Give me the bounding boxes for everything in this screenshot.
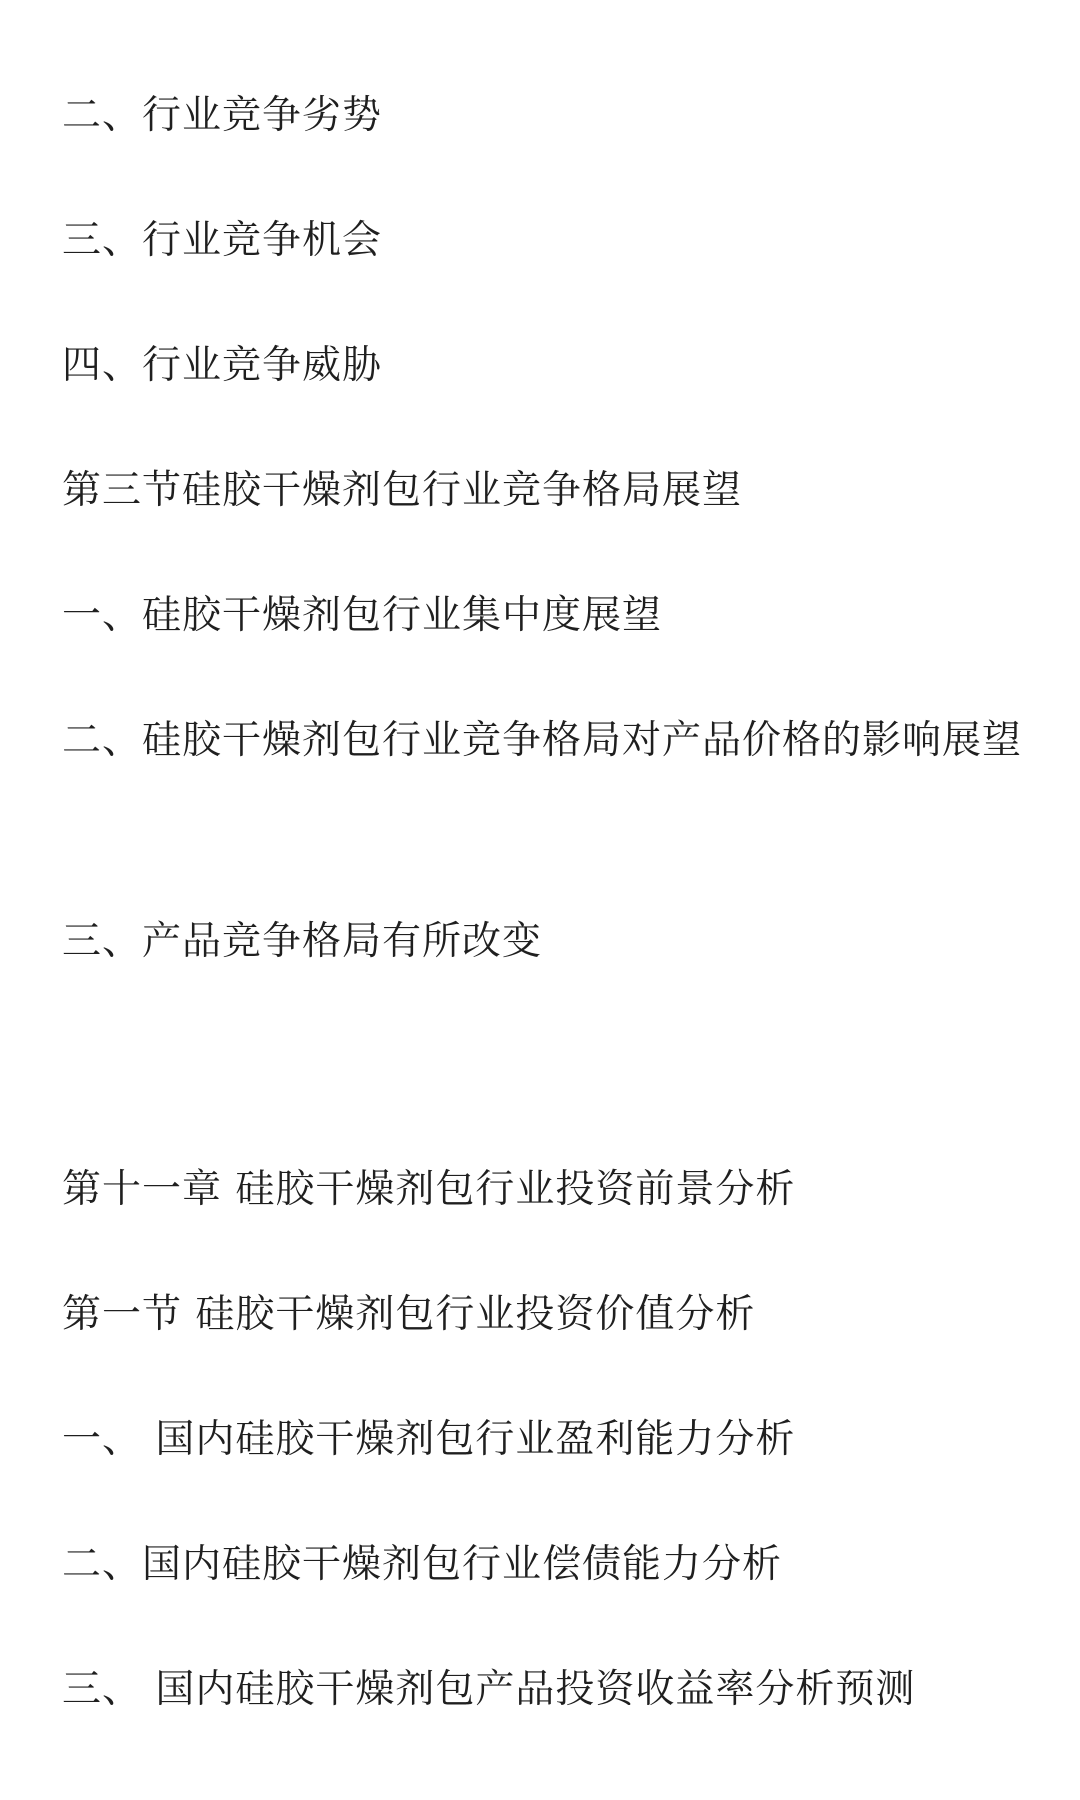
section-heading: 第三节硅胶干燥剂包行业竞争格局展望 xyxy=(62,468,743,513)
outline-item: 二、硅胶干燥剂包行业竞争格局对产品价格的影响展望 xyxy=(62,718,1023,763)
outline-item: 一、 国内硅胶干燥剂包行业盈利能力分析 xyxy=(62,1417,796,1462)
outline-item: 三、 国内硅胶干燥剂包产品投资收益率分析预测 xyxy=(62,1667,916,1712)
outline-item: 三、产品竞争格局有所改变 xyxy=(62,919,543,964)
outline-item: 四、行业竞争威胁 xyxy=(62,343,383,388)
outline-item: 三、行业竞争机会 xyxy=(62,218,383,263)
outline-item: 二、国内硅胶干燥剂包行业偿债能力分析 xyxy=(62,1542,783,1587)
section-heading: 第一节 硅胶干燥剂包行业投资价值分析 xyxy=(62,1292,756,1337)
outline-item: 一、硅胶干燥剂包行业集中度展望 xyxy=(62,593,663,638)
outline-item: 二、行业竞争劣势 xyxy=(62,93,383,138)
chapter-heading: 第十一章 硅胶干燥剂包行业投资前景分析 xyxy=(62,1167,796,1212)
